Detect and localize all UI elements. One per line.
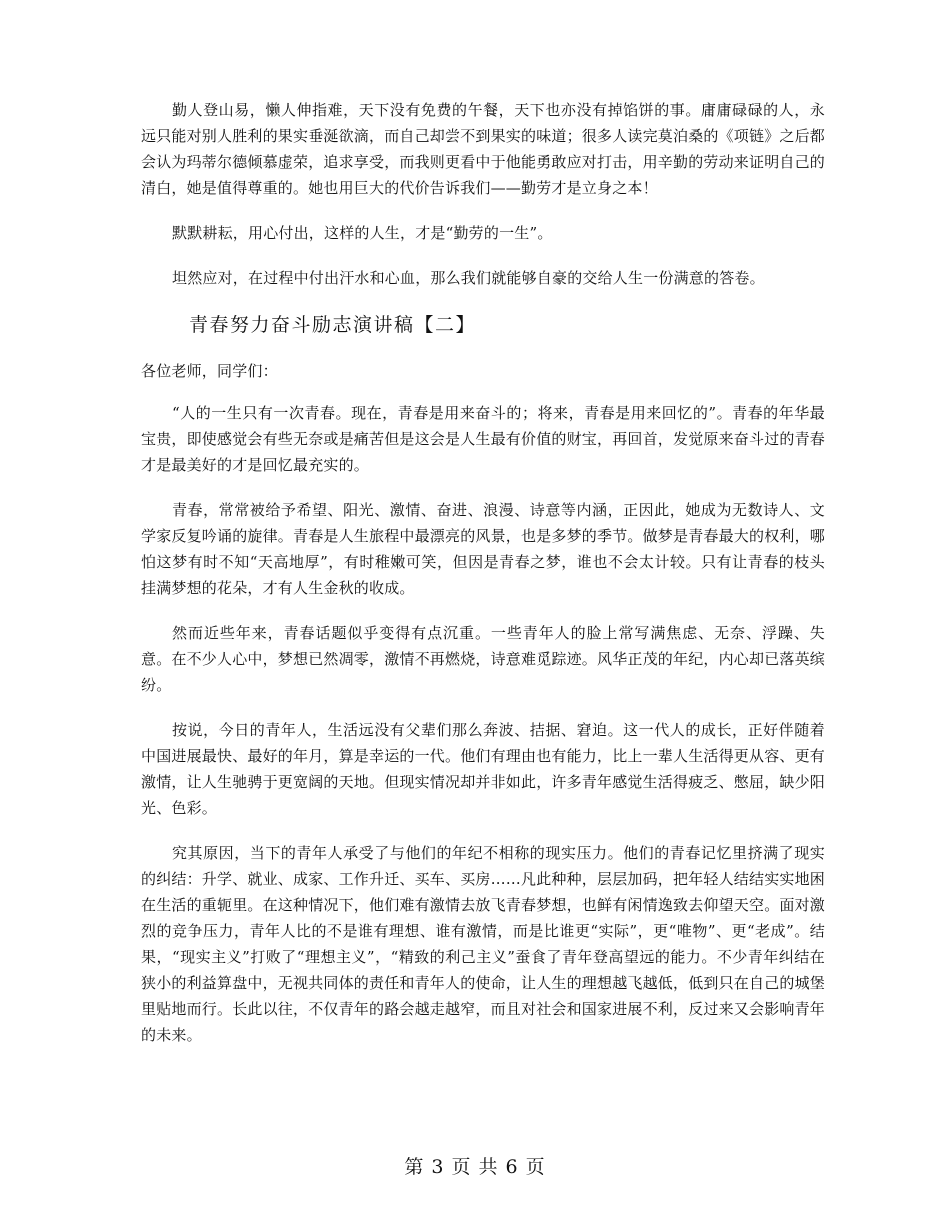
paragraph-diligence: 勤人登山易，懒人伸指难，天下没有免费的午餐，天下也亦没有掉馅饼的事。庸庸碌碌的人，永远只能对别人胜利的果实垂涎欲滴，而自己却尝不到果实的味道；很多人读完莫泊桑的《项链》之后都会认为玛蒂尔德倾慕虚荣，追求享受，而我则更看中于他能勇敢应对打击，用辛勤的劳动来证明自己的清白，她是值得尊重的。她也用巨大的代价告诉我们——勤劳才是立身之本！ <box>141 101 826 197</box>
paragraph-youth-hope: 青春，常常被给予希望、阳光、激情、奋进、浪漫、诗意等内涵，正因此，她成为无数诗人、文学家反复吟诵的旋律。青春是人生旅程中最漂亮的风景，也是多梦的季节。做梦是青春最大的权利，哪怕这梦有时不知“天高地厚”，有时稚嫩可笑，但因是青春之梦，谁也不会太计较。只有让青春的枝头挂满梦想的花朵，才有人生金秋的收成。 <box>141 501 826 597</box>
paragraph-youth-heavy: 然而近些年来，青春话题似乎变得有点沉重。一些青年人的脸上常写满焦虑、无奈、浮躁、失意。在不少人心中，梦想已然凋零，激情不再燃烧，诗意难觅踪迹。风华正茂的年纪，内心却已落英缤纷。 <box>141 624 826 694</box>
paragraph-youth-once: “人的一生只有一次青春。现在，青春是用来奋斗的；将来，青春是用来回忆的”。青春的年华最宝贵，即使感觉会有些无奈或是痛苦但是这会是人生最有价值的财宝，再回首，发觉原来奋斗过的青春才是最美好的才是回忆最充实的。 <box>141 404 826 474</box>
paragraph-answer-sheet: 坦然应对，在过程中付出汗水和心血，那么我们就能够自豪的交给人生一份满意的答卷。 <box>172 269 765 287</box>
paragraph-youth-pressure: 究其原因，当下的青年人承受了与他们的年纪不相称的现实压力。他们的青春记忆里挤满了现实的纠结：升学、就业、成家、工作升迁、买车、买房……凡此种种，层层加码，把年轻人结结实实地困在生活的重轭里。在这种情况下，他们难有激情去放飞青春梦想，也鲜有闲情逸致去仰望天空。面对激烈的竞争压力，青年人比的不是谁有理想、谁有激情，而是比谁更“实际”，更“唯物”、更“老成”。结果，“现实主义”打败了“理想主义”，“精致的利己主义”蚕食了青年登高望远的能力。不少青年纠结在狭小的利益算盘中，无视共同体的责任和青年人的使命，让人生的理想越飞越低，低到只在自己的城堡里贴地而行。长此以往，不仅青年的路会越走越窄，而且对社会和国家进展不利，反过来又会影响青年的未来。 <box>141 844 826 1044</box>
salutation: 各位老师，同学们： <box>141 362 278 380</box>
page-number-footer: 第 3 页 共 6 页 <box>404 1156 546 1178</box>
paragraph-youth-fortunate: 按说，今日的青年人，生活远没有父辈们那么奔波、拮据、窘迫。这一代人的成长，正好伴随着中国进展最快、最好的年月，算是幸运的一代。他们有理由也有能力，比上一辈人生活得更从容、更有激情，让人生驰骋于更宽阔的天地。但现实情况却并非如此，许多青年感觉生活得疲乏、憋屈，缺少阳光、色彩。 <box>141 721 826 817</box>
section-heading: 青春努力奋斗励志演讲稿【二】 <box>189 314 477 336</box>
paragraph-hardworking-life: 默默耕耘，用心付出，这样的人生，才是“勤劳的一生”。 <box>172 224 553 242</box>
page-content <box>141 97 825 1067</box>
